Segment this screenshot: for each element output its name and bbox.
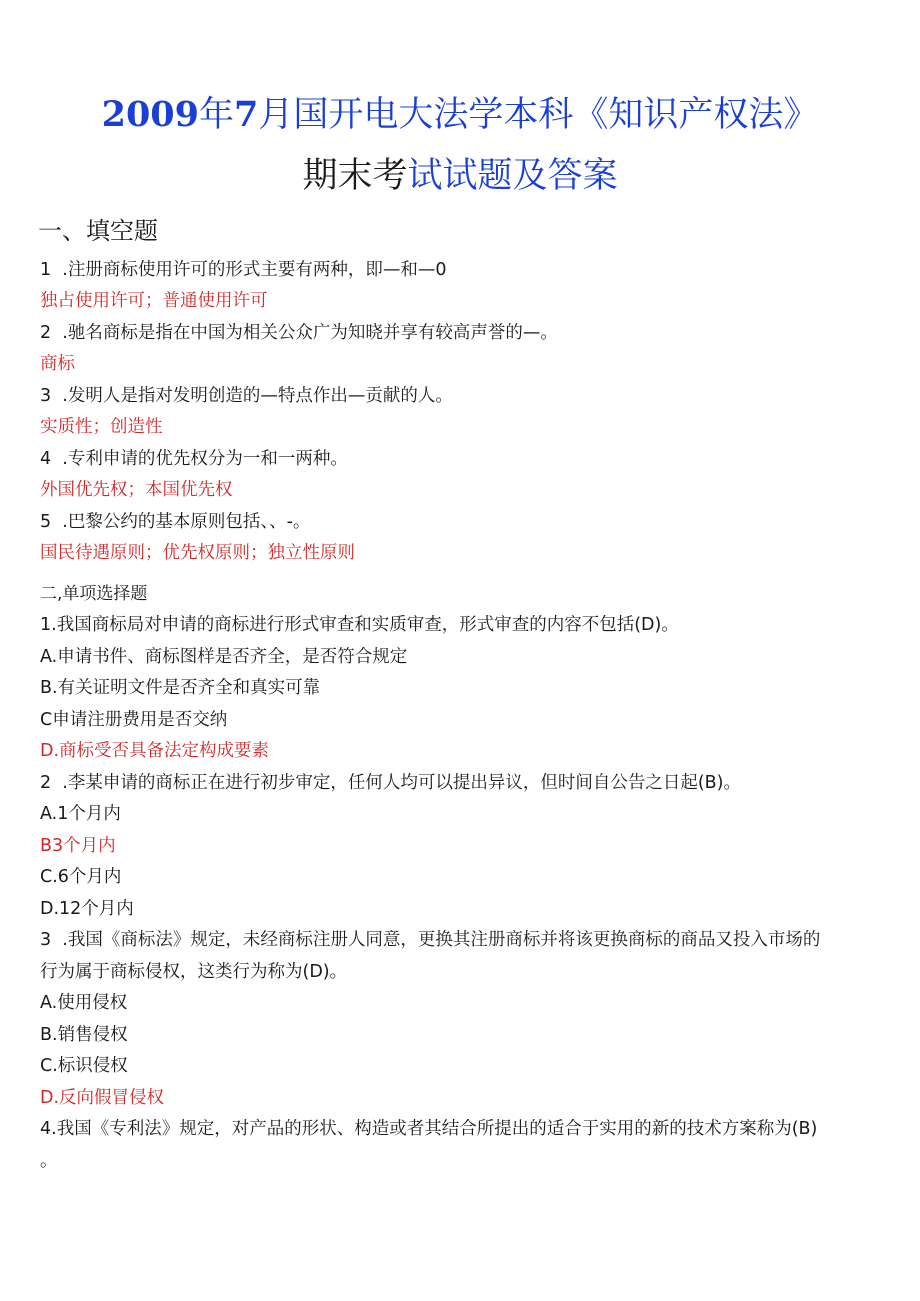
fill-answer-1: 独占使用许可；普通使用许可: [40, 291, 268, 311]
title-year-unit: 年: [199, 95, 235, 135]
fill-answer-4: 外国优先权；本国优先权: [40, 480, 233, 500]
doc-title-line1: [0, 93, 920, 137]
fill-question-5: 5 .巴黎公约的基本原则包括、、-。: [40, 512, 311, 532]
title-main: 月国开电大法学本科《知识产权法》: [258, 95, 819, 135]
fill-answer-3: 实质性；创造性: [40, 417, 163, 437]
choice-question-4-line2: 。: [40, 1151, 58, 1171]
choice-q1-option-c: C申请注册费用是否交纳: [40, 710, 228, 730]
choice-q1-option-a: A.申请书件、商标图样是否齐全，是否符合规定: [40, 647, 408, 667]
choice-q2-option-c: C.6个月内: [40, 867, 122, 887]
choice-question-3-line2: 行为属于商标侵权，这类行为称为(D)。: [40, 962, 348, 982]
doc-title-line2: [0, 154, 920, 198]
choice-q3-option-c: C.标识侵权: [40, 1056, 128, 1076]
title-line2-blue: 试试题及答案: [407, 156, 618, 196]
fill-answer-2: 商标: [40, 354, 75, 374]
choice-q3-option-d: D.反向假冒侵权: [40, 1088, 165, 1108]
fill-question-2: 2 .驰名商标是指在中国为相关公众广为知晓并享有较高声誉的—。: [40, 323, 558, 343]
fill-question-3: 3 .发明人是指对发明创造的—特点作出—贡献的人。: [40, 386, 453, 406]
fill-question-1: 1 .注册商标使用许可的形式主要有两种，即—和—0: [40, 260, 447, 280]
choice-q2-option-a: A.1个月内: [40, 804, 121, 824]
choice-q2-option-d: D.12个月内: [40, 899, 134, 919]
choice-q3-option-a: A.使用侵权: [40, 993, 128, 1013]
choice-q1-option-d: D.商标受否具备法定构成要素: [40, 741, 270, 761]
title-line2-black: 期末考: [302, 156, 408, 196]
fill-question-4: 4 .专利申请的优先权分为一和一两种。: [40, 449, 348, 469]
fill-answer-5: 国民待遇原则；优先权原则；独立性原则: [40, 543, 355, 563]
choice-q2-option-b: B3个月内: [40, 836, 116, 856]
choice-question-1: 1.我国商标局对申请的商标进行形式审查和实质审查，形式审查的内容不包括(D)。: [40, 615, 679, 635]
section2-heading: 二,单项选择题: [40, 584, 148, 604]
section1-heading: 一、填空题: [38, 217, 158, 245]
choice-q3-option-b: B.销售侵权: [40, 1025, 128, 1045]
choice-question-3-line1: 3 .我国《商标法》规定，未经商标注册人同意，更换其注册商标并将该更换商标的商品又投入市场的: [40, 930, 821, 950]
title-year: 2009: [101, 94, 200, 135]
title-month: 7: [234, 94, 259, 135]
choice-question-2: 2 .李某申请的商标正在进行初步审定，任何人均可以提出异议，但时间自公告之日起(B)。: [40, 773, 741, 793]
choice-q1-option-b: B.有关证明文件是否齐全和真实可靠: [40, 678, 321, 698]
choice-question-4-line1: 4.我国《专利法》规定，对产品的形状、构造或者其结合所提出的适合于实用的新的技术方案称为(B): [40, 1119, 818, 1139]
